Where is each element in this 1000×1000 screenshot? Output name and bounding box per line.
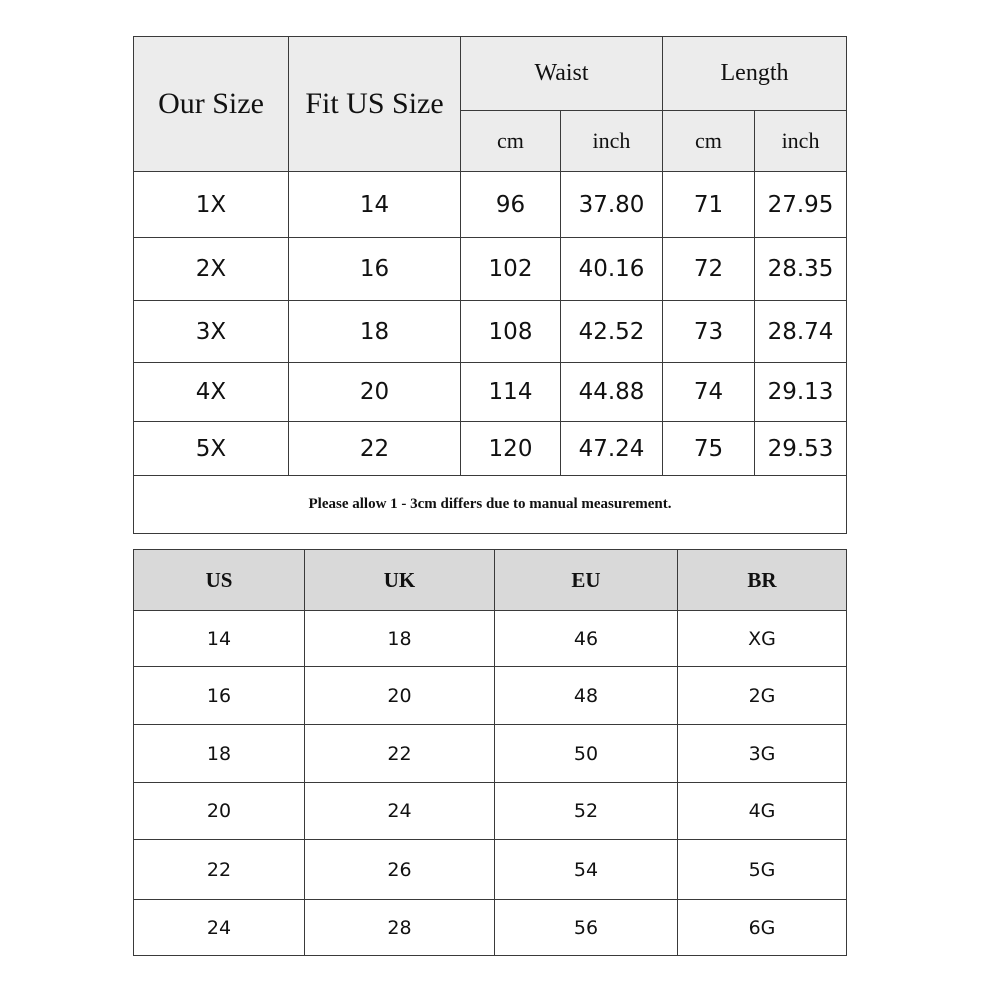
waist-cm-cell: 102 [461,238,561,301]
length-inch-cell: 27.95 [755,172,847,238]
size-header-row [134,37,847,111]
conversion-row [134,900,847,956]
us-size-cell: 18 [289,301,461,363]
us-cell: 14 [134,611,305,667]
us-header: US [134,550,305,611]
uk-header: UK [305,550,495,611]
conversion-row [134,667,847,725]
eu-cell: 52 [495,783,678,840]
our-size-header: Our Size [134,37,289,172]
us-cell: 18 [134,725,305,783]
waist-inch-cell: 47.24 [561,422,663,476]
conversion-row [134,725,847,783]
us-cell: 16 [134,667,305,725]
our-size-cell: 4X [134,363,289,422]
conversion-row [134,783,847,840]
eu-header: EU [495,550,678,611]
uk-cell: 28 [305,900,495,956]
length-cm-cell: 73 [663,301,755,363]
length-cm-header: cm [663,111,755,172]
length-inch-cell: 29.13 [755,363,847,422]
length-cm-cell: 75 [663,422,755,476]
our-size-cell: 1X [134,172,289,238]
our-size-cell: 5X [134,422,289,476]
waist-cm-cell: 96 [461,172,561,238]
conversion-header-row [134,550,847,611]
fit-us-size-header: Fit US Size [289,37,461,172]
br-cell: XG [678,611,847,667]
waist-inch-cell: 44.88 [561,363,663,422]
eu-cell: 54 [495,840,678,900]
length-inch-cell: 28.74 [755,301,847,363]
br-cell: 4G [678,783,847,840]
waist-inch-cell: 37.80 [561,172,663,238]
us-size-cell: 20 [289,363,461,422]
size-row [134,422,847,476]
us-size-cell: 16 [289,238,461,301]
length-cm-cell: 71 [663,172,755,238]
note-row [134,476,847,534]
eu-cell: 50 [495,725,678,783]
us-cell: 22 [134,840,305,900]
eu-cell: 48 [495,667,678,725]
measurement-note: Please allow 1 - 3cm differs due to manual measurement. [134,476,847,534]
uk-cell: 18 [305,611,495,667]
waist-inch-cell: 40.16 [561,238,663,301]
us-size-cell: 14 [289,172,461,238]
waist-cm-cell: 114 [461,363,561,422]
size-row [134,172,847,238]
size-row [134,238,847,301]
waist-inch-header: inch [561,111,663,172]
size-chart-table [133,36,847,534]
conversion-row [134,611,847,667]
br-cell: 2G [678,667,847,725]
our-size-cell: 2X [134,238,289,301]
conversion-row [134,840,847,900]
size-conversion-table [133,549,847,956]
br-cell: 6G [678,900,847,956]
uk-cell: 20 [305,667,495,725]
us-size-cell: 22 [289,422,461,476]
our-size-cell: 3X [134,301,289,363]
size-row [134,301,847,363]
length-cm-cell: 74 [663,363,755,422]
waist-cm-cell: 108 [461,301,561,363]
eu-cell: 46 [495,611,678,667]
waist-cm-cell: 120 [461,422,561,476]
uk-cell: 26 [305,840,495,900]
waist-cm-header: cm [461,111,561,172]
br-cell: 3G [678,725,847,783]
waist-inch-cell: 42.52 [561,301,663,363]
length-cm-cell: 72 [663,238,755,301]
length-inch-cell: 29.53 [755,422,847,476]
waist-header: Waist [461,37,663,111]
br-cell: 5G [678,840,847,900]
size-row [134,363,847,422]
uk-cell: 24 [305,783,495,840]
length-inch-header: inch [755,111,847,172]
length-inch-cell: 28.35 [755,238,847,301]
eu-cell: 56 [495,900,678,956]
length-header: Length [663,37,847,111]
us-cell: 24 [134,900,305,956]
br-header: BR [678,550,847,611]
uk-cell: 22 [305,725,495,783]
us-cell: 20 [134,783,305,840]
